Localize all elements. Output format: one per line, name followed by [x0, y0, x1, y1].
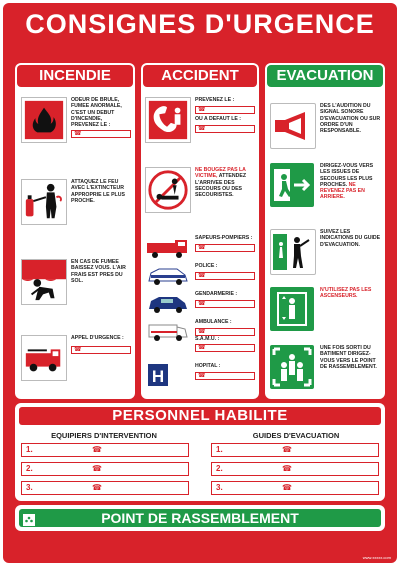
phone-icon: ☎: [92, 445, 102, 454]
row-number: 2.: [216, 464, 223, 473]
website-credit: www.xxxxx.com: [362, 555, 391, 560]
guide-row-2[interactable]: [211, 462, 379, 476]
incendie-text-2: ATTAQUEZ LE FEU AVEC L'EXTINCTEUR APPROPRIE LE PLUS PROCHE.: [71, 179, 125, 204]
evacuation-text-2-black: DIRIGEZ-VOUS VERS LES ISSUES DE SECOURS LES PLUS PROCHES.: [320, 163, 374, 188]
service-label: SAPEURS-POMPIERS :: [195, 235, 253, 241]
evacuation-text-1-black: DES L'AUDITION DU SIGNAL SONORE D'EVACUATION OU SUR ORDRE D'UN RESPONSABLE.: [320, 103, 381, 135]
phone-icon: ☎: [198, 273, 206, 279]
rassemblement-label: POINT DE RASSEMBLEMENT: [101, 510, 299, 526]
accident-warning-black: ATTENDEZ L'ARRIVEE DES SECOURS OU DES SECOURISTES.: [195, 173, 247, 199]
phone-icon: ☎: [198, 373, 206, 379]
police-car-icon: [145, 263, 191, 289]
incendie-phone-field-1[interactable]: [71, 130, 131, 138]
poster: [3, 3, 397, 563]
guide-row-1[interactable]: [211, 443, 379, 457]
alarm-horn-icon: [270, 103, 316, 149]
guide-icon: [270, 229, 316, 275]
phone-icon: ☎: [282, 464, 292, 473]
evacuation-header: EVACUATION: [267, 65, 383, 87]
phone-icon: ☎: [198, 329, 206, 335]
evacuation-text-5: [320, 345, 381, 370]
phone-icon: ☎: [92, 483, 102, 492]
incendie-column: [15, 63, 135, 399]
ambulance-phone-field[interactable]: [195, 328, 255, 336]
phone-icon: ☎: [282, 445, 292, 454]
service-label: HOPITAL :: [195, 363, 221, 369]
personnel-header: PERSONNEL HABILITE: [19, 407, 381, 425]
service-label: AMBULANCE :: [195, 319, 232, 325]
evacuation-text-1: [320, 103, 381, 134]
ambulance-icon: [145, 319, 191, 345]
accident-phone-field-1[interactable]: [195, 106, 255, 114]
service-label: POLICE :: [195, 263, 218, 269]
evacuation-text-4: [320, 287, 381, 300]
incendie-header: INCENDIE: [17, 65, 133, 87]
phone-icon: ☎: [198, 345, 206, 351]
fire-icon: [21, 97, 67, 143]
elevator-icon: [270, 287, 314, 331]
incendie-text-3: EN CAS DE FUMEE BAISSEZ VOUS. L'AIR FRAIS EST PRES DU SOL.: [71, 259, 126, 284]
equipier-row-3[interactable]: [21, 481, 189, 495]
incendie-text-4: APPEL D'URGENCE :: [71, 335, 124, 341]
extinguisher-icon: [21, 179, 67, 225]
fire-truck-icon: [21, 335, 67, 381]
gendarmerie-phone-field[interactable]: [195, 300, 255, 308]
phone-icon: ☎: [198, 107, 206, 113]
guides-heading: GUIDES D'EVACUATION: [252, 431, 340, 440]
evacuation-column: [265, 63, 385, 399]
phone-icon: ☎: [198, 245, 206, 251]
accident-header: ACCIDENT: [143, 65, 257, 87]
assembly-point-icon: [270, 345, 314, 389]
accident-warning-red: NE BOUGEZ PAS LA VICTIME,: [195, 167, 246, 180]
accident-call-text-2: OU A DEFAUT LE :: [195, 116, 242, 122]
phone-icon: ☎: [74, 347, 82, 353]
evacuation-text-2: [320, 163, 381, 201]
equipier-row-2[interactable]: [21, 462, 189, 476]
rassemblement-section: [15, 505, 385, 531]
service-label: S.A.M.U. :: [195, 336, 220, 342]
svg-text:H: H: [151, 367, 165, 386]
phone-icon: ☎: [198, 301, 206, 307]
accident-call-text-1: PREVENEZ LE :: [195, 97, 235, 103]
crouch-smoke-icon: [21, 259, 67, 305]
accident-warning-text: [195, 167, 255, 198]
accident-column: [141, 63, 259, 399]
row-number: 3.: [26, 483, 33, 492]
phone-call-icon: [145, 97, 191, 143]
rassemblement-bar: [19, 509, 381, 527]
emergency-phone-field[interactable]: [71, 346, 131, 354]
sapeurs-phone-field[interactable]: [195, 244, 255, 252]
no-move-victim-icon: [145, 167, 191, 213]
police-phone-field[interactable]: [195, 272, 255, 280]
gendarmerie-car-icon: [145, 291, 191, 317]
evacuation-text-4-red: N'UTILISEZ PAS LES ASCENSEURS.: [320, 287, 372, 300]
row-number: 2.: [26, 464, 33, 473]
row-number: 1.: [26, 445, 33, 454]
personnel-section: [15, 403, 385, 501]
service-label: GENDARMERIE :: [195, 291, 238, 297]
exit-sign-icon: [270, 163, 314, 207]
equipier-row-1[interactable]: [21, 443, 189, 457]
evacuation-text-2-red: NE REVENEZ PAS EN ARRIERE.: [320, 181, 365, 201]
evacuation-text-3: [320, 229, 381, 248]
equipiers-heading: EQUIPIERS D'INTERVENTION: [51, 431, 157, 440]
evacuation-text-3-black: SUIVEZ LES INDICATIONS DU GUIDE D'EVACUATION.: [320, 229, 381, 248]
accident-phone-field-2[interactable]: [195, 125, 255, 133]
samu-phone-field[interactable]: [195, 344, 255, 352]
phone-icon: ☎: [92, 464, 102, 473]
row-number: 3.: [216, 483, 223, 492]
assembly-point-icon: [23, 512, 35, 524]
incendie-text-1: ODEUR DE BRULE, FUMEE ANORMALE, C'EST UN DEBUT D'INCENDIE, PREVENEZ LE :: [71, 97, 122, 129]
row-number: 1.: [216, 445, 223, 454]
hopital-phone-field[interactable]: [195, 372, 255, 380]
phone-icon: ☎: [198, 126, 206, 132]
fire-truck-icon: [145, 235, 191, 261]
hospital-icon: [145, 363, 171, 389]
phone-icon: ☎: [282, 483, 292, 492]
phone-icon: ☎: [74, 131, 82, 137]
page-title: CONSIGNES D'URGENCE: [25, 9, 375, 39]
evacuation-text-5-black: UNE FOIS SORTI DU BATIMENT DIRIGEZ-VOUS VERS LE POINT DE RASSEMBLEMENT.: [320, 345, 377, 370]
guide-row-3[interactable]: [211, 481, 379, 495]
